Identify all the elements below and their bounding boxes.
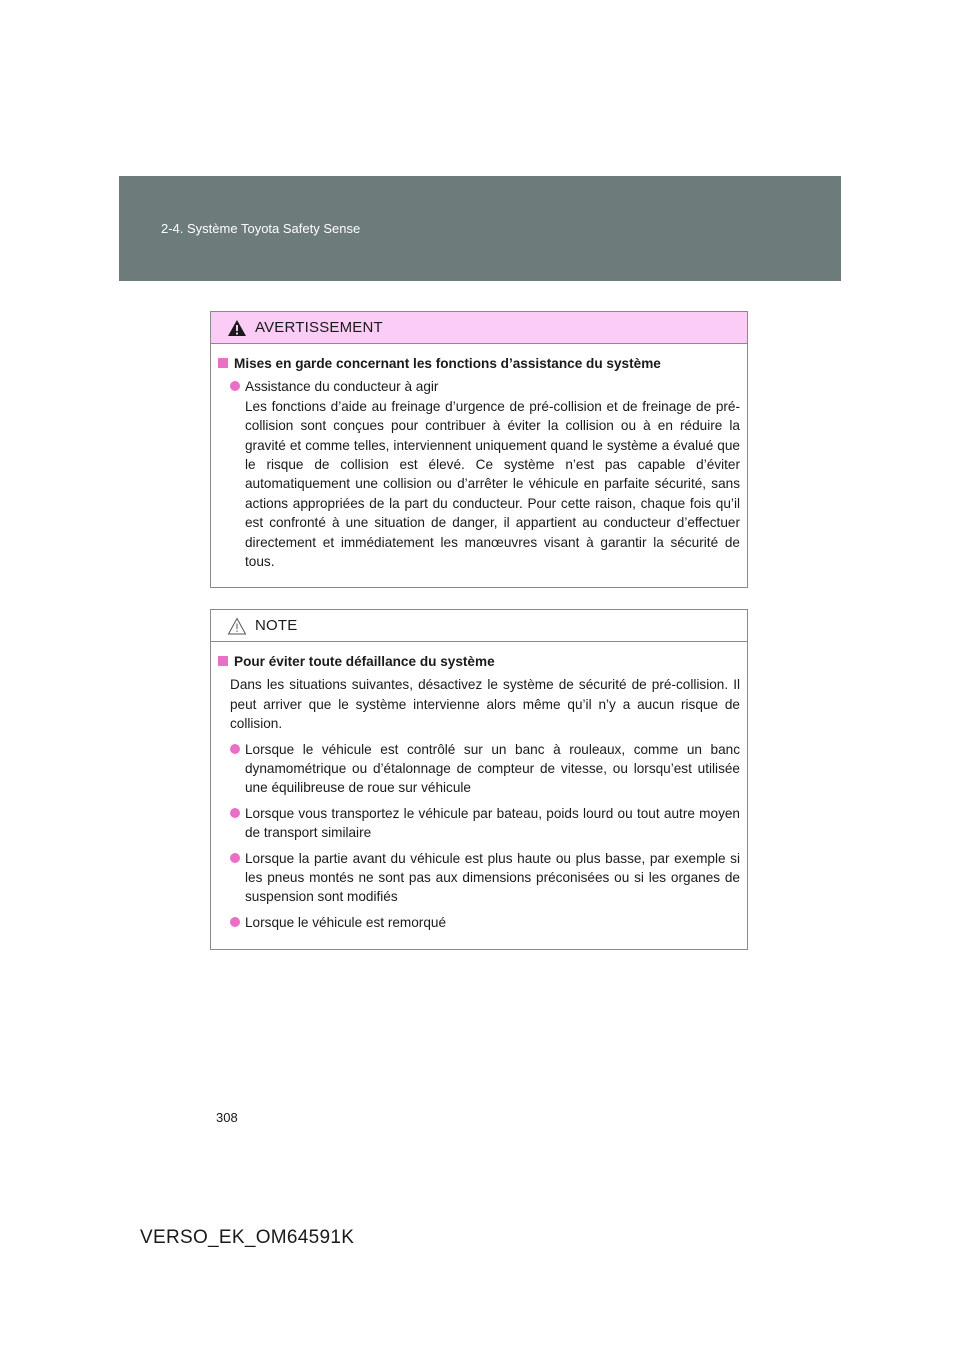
section-title: 2-4. Système Toyota Safety Sense (161, 221, 361, 236)
document-code: VERSO_EK_OM64591K (140, 1227, 355, 1248)
square-bullet-icon (218, 358, 228, 368)
list-item-text: Lorsque le véhicule est remorqué (245, 914, 446, 930)
list-item (218, 377, 740, 571)
warning-box-header (211, 312, 747, 344)
list-item (218, 804, 740, 843)
note-intro: Dans les situations suivantes, désactivez le système de sécurité de pré-collision. Il peut arriver que le système intervienne alors même qu’il n’y a aucun risque de collision. (230, 677, 740, 732)
note-box (210, 609, 748, 950)
item-body: Les fonctions d’aide au freinage d’urgence de pré-collision et de freinage de pré-collision sont conçues pour contribuer à éviter la collision ou à en réduire la gravité et comme telles, interviennent uniquement quand le système a évalué que le risque de collision est élevé. Ce système n’est pas capable d’éviter automatiquement une collision ou d’arrêter le véhicule en parfaite sécurité, sans actions appropriées de la part du conducteur. Pour cette raison, chaque fois qu’il est confronté à une situation de danger, il appartient au conducteur d’effectuer directement et immédiatement les manœuvres visant à garantir la sécurité de tous. (245, 398, 740, 570)
list-item (218, 849, 740, 907)
list-item-text (245, 377, 740, 571)
item-title: Assistance du conducteur à agir (245, 379, 439, 395)
list-item-text: Lorsque la partie avant du véhicule est plus haute ou plus basse, par exemple si les pneus montés ne sont pas aux dimensions préconisées ou si les organes de suspension sont modifiés (245, 850, 740, 905)
note-section-heading (218, 652, 740, 671)
note-body (211, 642, 747, 932)
list-item-text: Lorsque vous transportez le véhicule par bateau, poids lourd ou tout autre moyen de transport similaire (245, 805, 740, 841)
warning-triangle-icon (227, 319, 247, 337)
square-bullet-icon (218, 656, 228, 666)
note-section-title: Pour éviter toute défaillance du système (234, 654, 495, 669)
round-bullet-icon (230, 853, 240, 863)
list-item (218, 913, 740, 932)
round-bullet-icon (230, 744, 240, 754)
caution-triangle-outline-icon (227, 617, 247, 635)
round-bullet-icon (230, 808, 240, 818)
round-bullet-icon (230, 917, 240, 927)
note-box-header (211, 610, 747, 642)
list-item (218, 740, 740, 798)
warning-box (210, 311, 748, 588)
warning-label: AVERTISSEMENT (255, 319, 383, 336)
section-header-band (119, 176, 841, 281)
warning-body (211, 344, 747, 571)
page-number: 308 (216, 1110, 238, 1125)
warning-section-title: Mises en garde concernant les fonctions d’assistance du système (234, 356, 661, 371)
list-item-text: Lorsque le véhicule est contrôlé sur un banc à rouleaux, comme un banc dynamométrique ou d’étalonnage de compteur de vitesse, ou lorsqu’est utilisée une équilibreuse de roue sur véhicule (245, 741, 740, 796)
round-bullet-icon (230, 381, 240, 391)
warning-section-heading (218, 354, 740, 373)
note-label: NOTE (255, 617, 298, 634)
